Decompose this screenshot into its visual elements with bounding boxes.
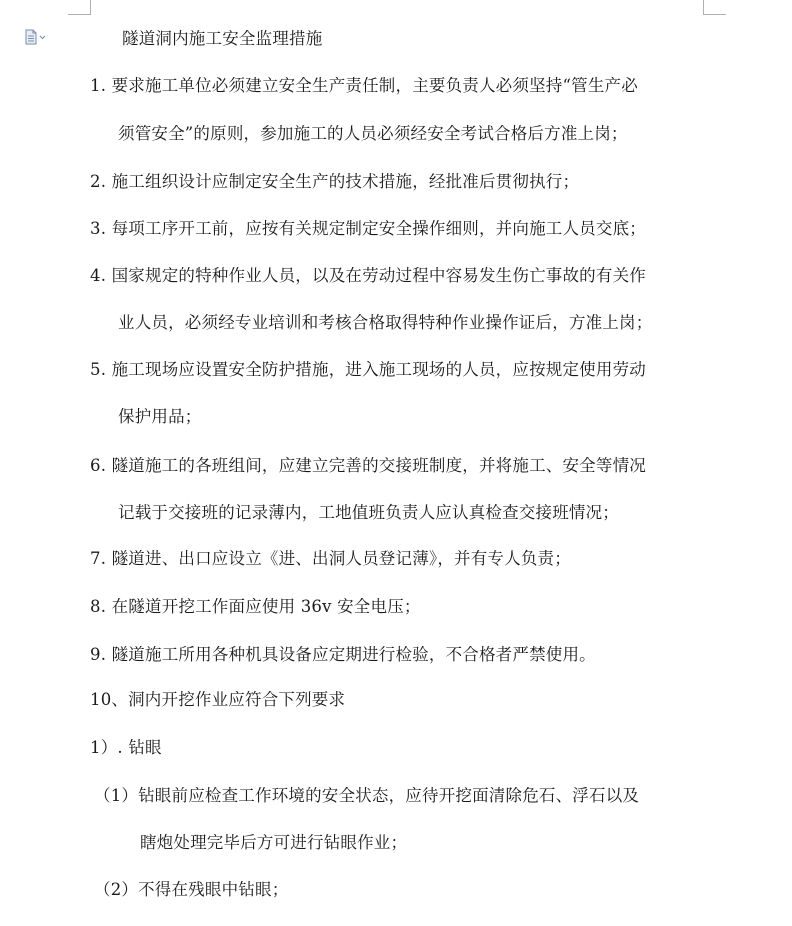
item-5-line-2: 保护用品； [118, 407, 202, 426]
page-corner-mark-top-right [703, 0, 726, 15]
item-4-line-1: 4. 国家规定的特种作业人员，以及在劳动过程中容易发生伤亡事故的有关作 [90, 266, 646, 285]
subitem-1-line-1: （1）钻眼前应检查工作环境的安全状态，应待开挖面清除危石、浮石以及 [94, 786, 640, 805]
item-5-line-1: 5. 施工现场应设置安全防护措施，进入施工现场的人员，应按规定使用劳动 [90, 360, 646, 379]
page-title: 隧道洞内施工安全监理措施 [122, 29, 323, 48]
document-icon[interactable] [24, 29, 48, 45]
item-9-line-1: 9. 隧道施工所用各种机具设备应定期进行检验，不合格者严禁使用。 [90, 645, 596, 664]
item-7-line-1: 7. 隧道进、出口应设立《进、出洞人员登记薄》，并有专人负责； [90, 549, 571, 568]
item-1-line-1: 1. 要求施工单位必须建立安全生产责任制，主要负责人必须坚持“管生产必 [90, 76, 638, 95]
item-10-line-1: 10、洞内开挖作业应符合下列要求 [90, 690, 346, 709]
item-6-line-2: 记载于交接班的记录薄内，工地值班负责人应认真检查交接班情况； [118, 503, 619, 522]
subsection-heading: 1）. 钻眼 [90, 738, 162, 757]
item-1-line-2: 须管安全”的原则，参加施工的人员必须经安全考试合格后方准上岗； [118, 124, 628, 143]
subitem-2-line-1: （2）不得在残眼中钻眼； [94, 880, 289, 899]
item-4-line-2: 业人员，必须经专业培训和考核合格取得特种作业操作证后，方准上岗； [118, 313, 653, 332]
item-2-line-1: 2. 施工组织设计应制定安全生产的技术措施，经批准后贯彻执行； [90, 172, 580, 191]
page-corner-mark-top-left [68, 0, 91, 15]
item-3-line-1: 3. 每项工序开工前，应按有关规定制定安全操作细则，并向施工人员交底； [90, 219, 646, 238]
subitem-1-line-2: 瞎炮处理完毕后方可进行钻眼作业； [140, 833, 408, 852]
item-8-line-1: 8. 在隧道开挖工作面应使用 36v 安全电压； [90, 597, 421, 616]
item-6-line-1: 6. 隧道施工的各班组间，应建立完善的交接班制度，并将施工、安全等情况 [90, 456, 646, 475]
